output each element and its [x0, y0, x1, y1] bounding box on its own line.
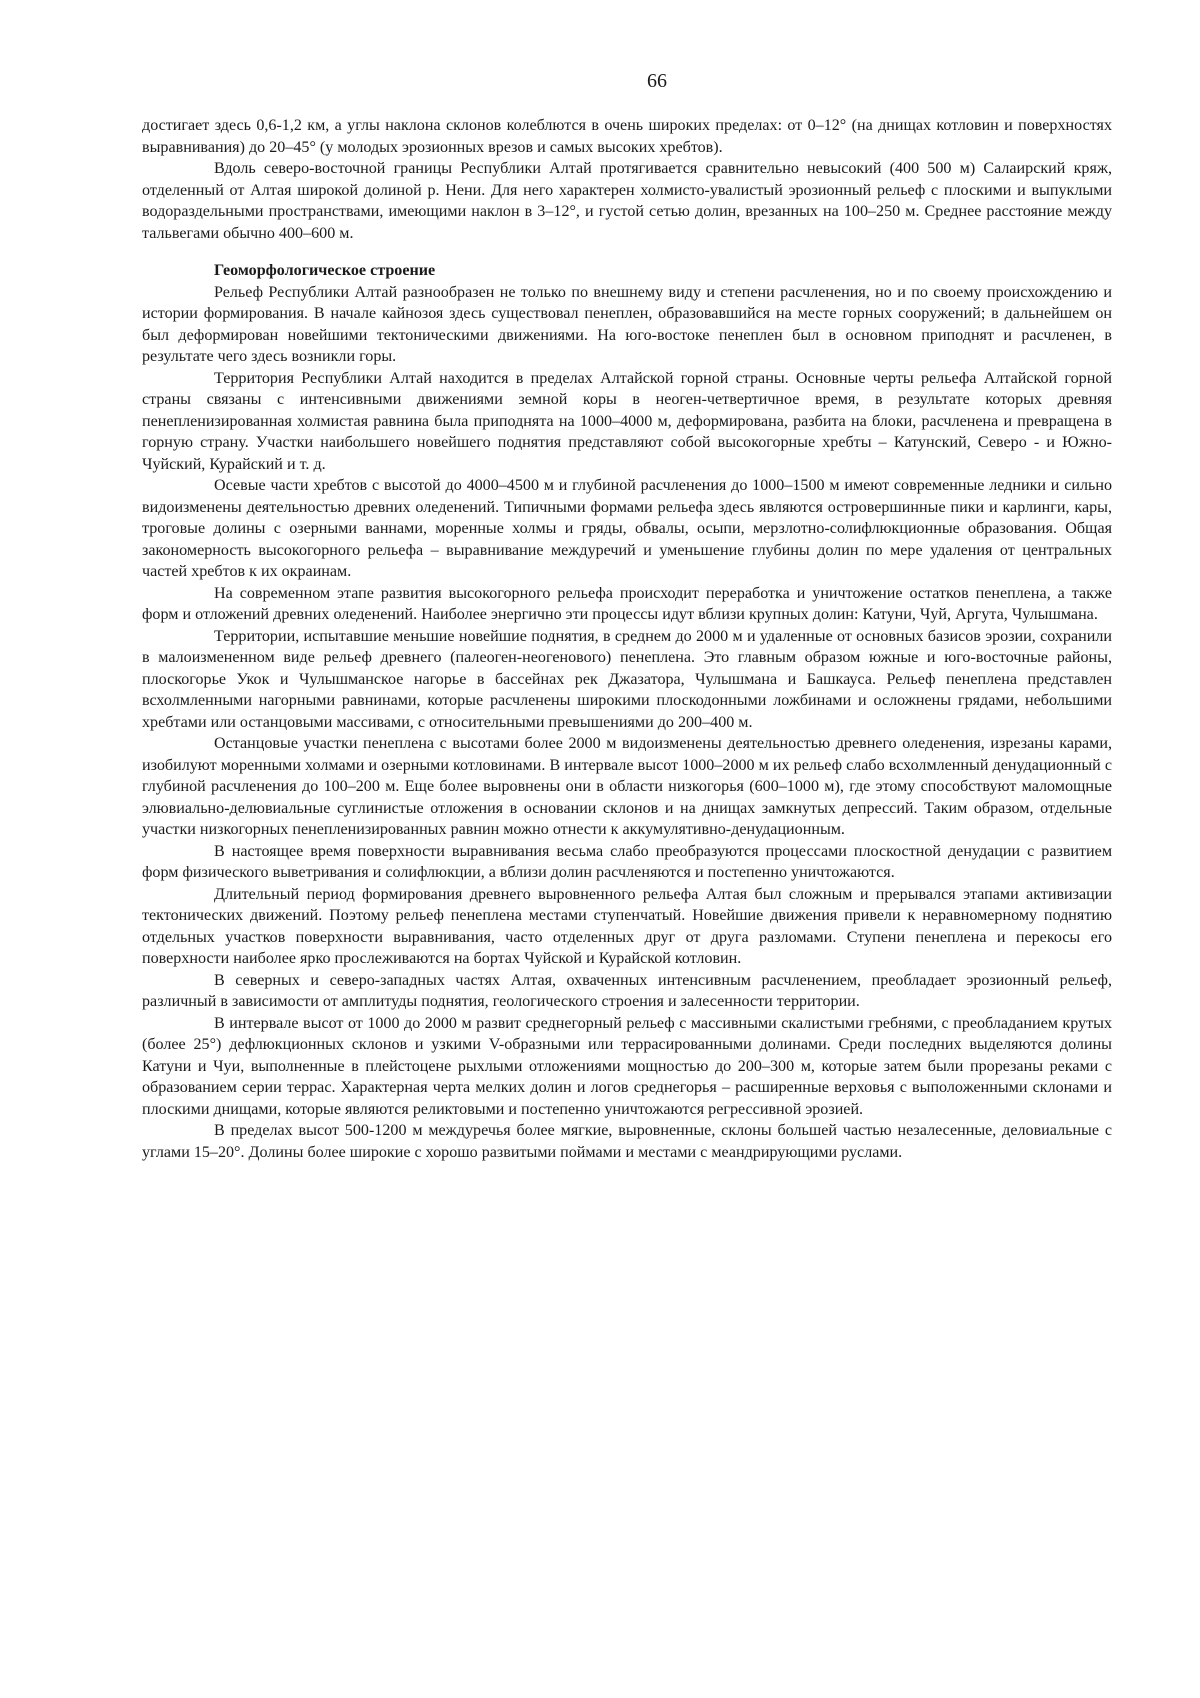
paragraph: Осевые части хребтов с высотой до 4000–4500 м и глубиной расчленения до 1000–1500 м имеют современные ледники и сильно видоизменены деятельностью древних оледенений. Типичными формами рельефа здесь являются островершинные пики и карлинги, кары, троговые долины с озерными ваннами, моренные холмы и гряды, обвалы, осыпи, мерзлотно-солифлюкционные образования. Общая закономерность высокогорного рельефа – выравнивание междуречий и уменьшение глубины долин по мере удаления от центральных частей хребтов к их окраинам.: [142, 477, 1112, 580]
paragraph: На современном этапе развития высокогорного рельефа происходит переработка и уничтожение остатков пенеплена, а также форм и отложений древних оледенений. Наиболее энергично эти процессы идут вблизи крупных долин: Катуни, Чуй, Аргута, Чулышмана.: [142, 584, 1112, 623]
paragraph: Территории, испытавшие меньшие новейшие поднятия, в среднем до 2000 м и удаленные от основных базисов эрозии, сохранили в малоизмененном виде рельеф древнего (палеоген-неогенового) пенеплена. Это главным образом южные и юго-восточные районы, плоскогорье Укок и Чулышманское нагорье в бассейнах рек Джазатора, Чулышмана и Башкауса. Рельеф пенеплена представлен всхолмленными нагорными равнинами, которые расчленены широкими плоскодонными ложбинами и осложнены грядами, небольшими хребтами или останцовыми массивами, с относительными превышениями до 200–400 м.: [142, 627, 1112, 731]
document-page: [142, 70, 1112, 1163]
paragraph: В настоящее время поверхности выравнивания весьма слабо преобразуются процессами плоскостной денудации с развитием форм физического выветривания и солифлюкции, а вблизи долин расчленяются и постепенно уничтожаются.: [142, 842, 1112, 881]
paragraph: Территория Республики Алтай находится в пределах Алтайской горной страны. Основные черты рельефа Алтайской горной страны связаны с интенсивными движениями земной коры в неоген-четвертичное время, в результате которых древняя пенепленизированная холмистая равнина была приподнята на 1000–4000 м, деформирована, разбита на блоки, расчленена и превращена в горную страну. Участки наибольшего новейшего поднятия представляют собой высокогорные хребты – Катунский, Северо - и Южно-Чуйский, Курайский и т. д.: [142, 369, 1112, 473]
paragraph: В интервале высот от 1000 до 2000 м развит среднегорный рельеф с массивными скалистыми гребнями, с преобладанием крутых (более 25°) дефлюкционных склонов и узкими V-образными или террасированными долинами. Среди последних выделяются долины Катуни и Чуи, выполненные в плейстоцене рыхлыми отложениями мощностью до 200–300 м, которые затем были прорезаны реками с образованием серии террас. Характерная черта мелких долин и логов среднегорья – расширенные верховья с выположенными склонами и плоскими днищами, которые являются реликтовыми и постепенно уничтожаются регрессивной эрозией.: [142, 1014, 1112, 1118]
paragraph: В северных и северо-западных частях Алтая, охваченных интенсивным расчленением, преобладает эрозионный рельеф, различный в зависимости от амплитуды поднятия, геологического строения и залесенности территории.: [142, 971, 1112, 1010]
section-heading: Геоморфологическое строение: [214, 262, 436, 279]
paragraph: Рельеф Республики Алтай разнообразен не только по внешнему виду и степени расчленения, но и по своему происхождению и истории формирования. В начале кайнозоя здесь существовал пенеплен, образовавшийся на месте горных сооружений; в дальнейшем он был деформирован новейшими тектоническими движениями. На юго-востоке пенеплен был в основном приподнят и расчленен, в результате чего здесь возникли горы.: [142, 283, 1112, 365]
paragraph: Вдоль северо-восточной границы Республики Алтай протягивается сравнительно невысокий (400 500 м) Салаирский кряж, отделенный от Алтая широкой долиной р. Нени. Для него характерен холмисто-увалистый эрозионный рельеф с плоскими и выпуклыми водораздельными пространствами, имеющими наклон в 3–12°, и густой сетью долин, врезанных на 100–250 м. Среднее расстояние между тальвегами обычно 400–600 м.: [142, 160, 1112, 242]
paragraph: достигает здесь 0,6-1,2 км, а углы наклона склонов колеблются в очень широких пределах: от 0–12° (на днищах котловин и поверхностях выравнивания) до 20–45° (у молодых эрозионных врезов и самых высоких хребтов).: [142, 117, 1112, 156]
paragraph: Длительный период формирования древнего выровненного рельефа Алтая был сложным и прерывался этапами активизации тектонических движений. Поэтому рельеф пенеплена местами ступенчатый. Новейшие движения привели к неравномерному поднятию отдельных участков поверхности выравнивания, часто отделенных друг от друга разломами. Ступени пенеплена и перекосы его поверхности наиболее ярко прослеживаются на бортах Чуйской и Курайской котловин.: [142, 885, 1112, 967]
paragraph: Останцовые участки пенеплена с высотами более 2000 м видоизменены деятельностью древнего оледенения, изрезаны карами, изобилуют моренными холмами и озерными котловинами. В интервале высот 1000–2000 м их рельеф слабо всхолмленный денудационный с глубиной расчленения до 100–200 м. Еще более выровнены они в области низкогорья (600–1000 м), где этому способствуют маломощные элювиально-делювиальные суглинистые отложения в основании склонов и на днищах замкнутых депрессий. Таким образом, отдельные участки низкогорных пенепленизированных равнин можно отнести к аккумулятивно-денудационным.: [142, 735, 1112, 838]
body-text: [142, 115, 1112, 1163]
paragraph: В пределах высот 500-1200 м междуречья более мягкие, выровненные, склоны большей частью незалесенные, деловиальные с углами 15–20°. Долины более широкие с хорошо развитыми поймами и местами с меандрирующими руслами.: [142, 1122, 1112, 1161]
page-number: 66: [647, 70, 667, 92]
